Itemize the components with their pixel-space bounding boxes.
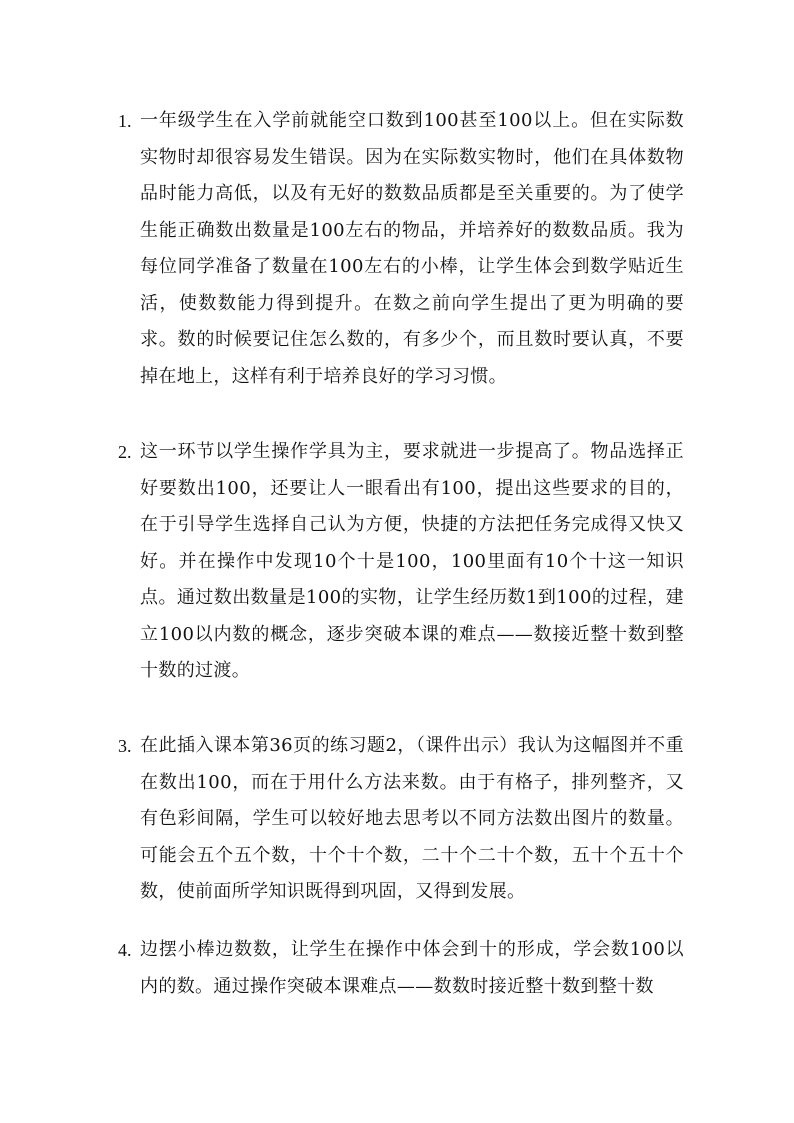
list-item <box>118 728 684 911</box>
item-number: 2. <box>118 442 132 462</box>
item-text: 这一环节以学生操作学具为主，要求就进一步提高了。物品选择正好要数出100，还要让人一眼看出有100，提出这些要求的目的，在于引导学生选择自己认为方便，快捷的方法把任务完成得又快又好。并在操作中发现10个十是100，100里面有10个十这一知识点。通过数出数量是100的实物，让学生经历数1到100的过程，建立100以内数的概念，逐步突破本课的难点——数接近整十数到整十数的过渡。 <box>140 441 684 681</box>
list-item <box>118 103 684 395</box>
item-text: 边摆小棒边数数，让学生在操作中体会到十的形成，学会数100以内的数。通过操作突破本课难点——数数时接近整十数到整十数 <box>140 939 684 997</box>
item-text: 在此插入课本第36页的练习题2，（课件出示）我认为这幅图并不重在数出100，而在于用什么方法来数。由于有格子，排列整齐，又有色彩间隔，学生可以较好地去思考以不同方法数出图片的数量。可能会五个五个数，十个十个数，二十个二十个数，五十个五十个数，使前面所学知识既得到巩固，又得到发展。 <box>140 735 684 902</box>
item-number: 1. <box>118 111 132 131</box>
list-item <box>118 434 684 690</box>
list-item <box>118 932 684 1005</box>
item-text: 一年级学生在入学前就能空口数到100甚至100以上。但在实际数实物时却很容易发生错误。因为在实际数实物时，他们在具体数物品时能力高低，以及有无好的数数品质都是至关重要的。为了使学生能正确数出数量是100左右的物品，并培养好的数数品质。我为每位同学准备了数量在100左右的小棒，让学生体会到数学贴近生活，使数数能力得到提升。在数之前向学生提出了更为明确的要求。数的时候要记住怎么数的，有多少个，而且数时要认真，不要掉在地上，这样有利于培养良好的学习习惯。 <box>140 110 684 387</box>
item-number: 4. <box>118 940 132 960</box>
item-number: 3. <box>118 736 132 756</box>
